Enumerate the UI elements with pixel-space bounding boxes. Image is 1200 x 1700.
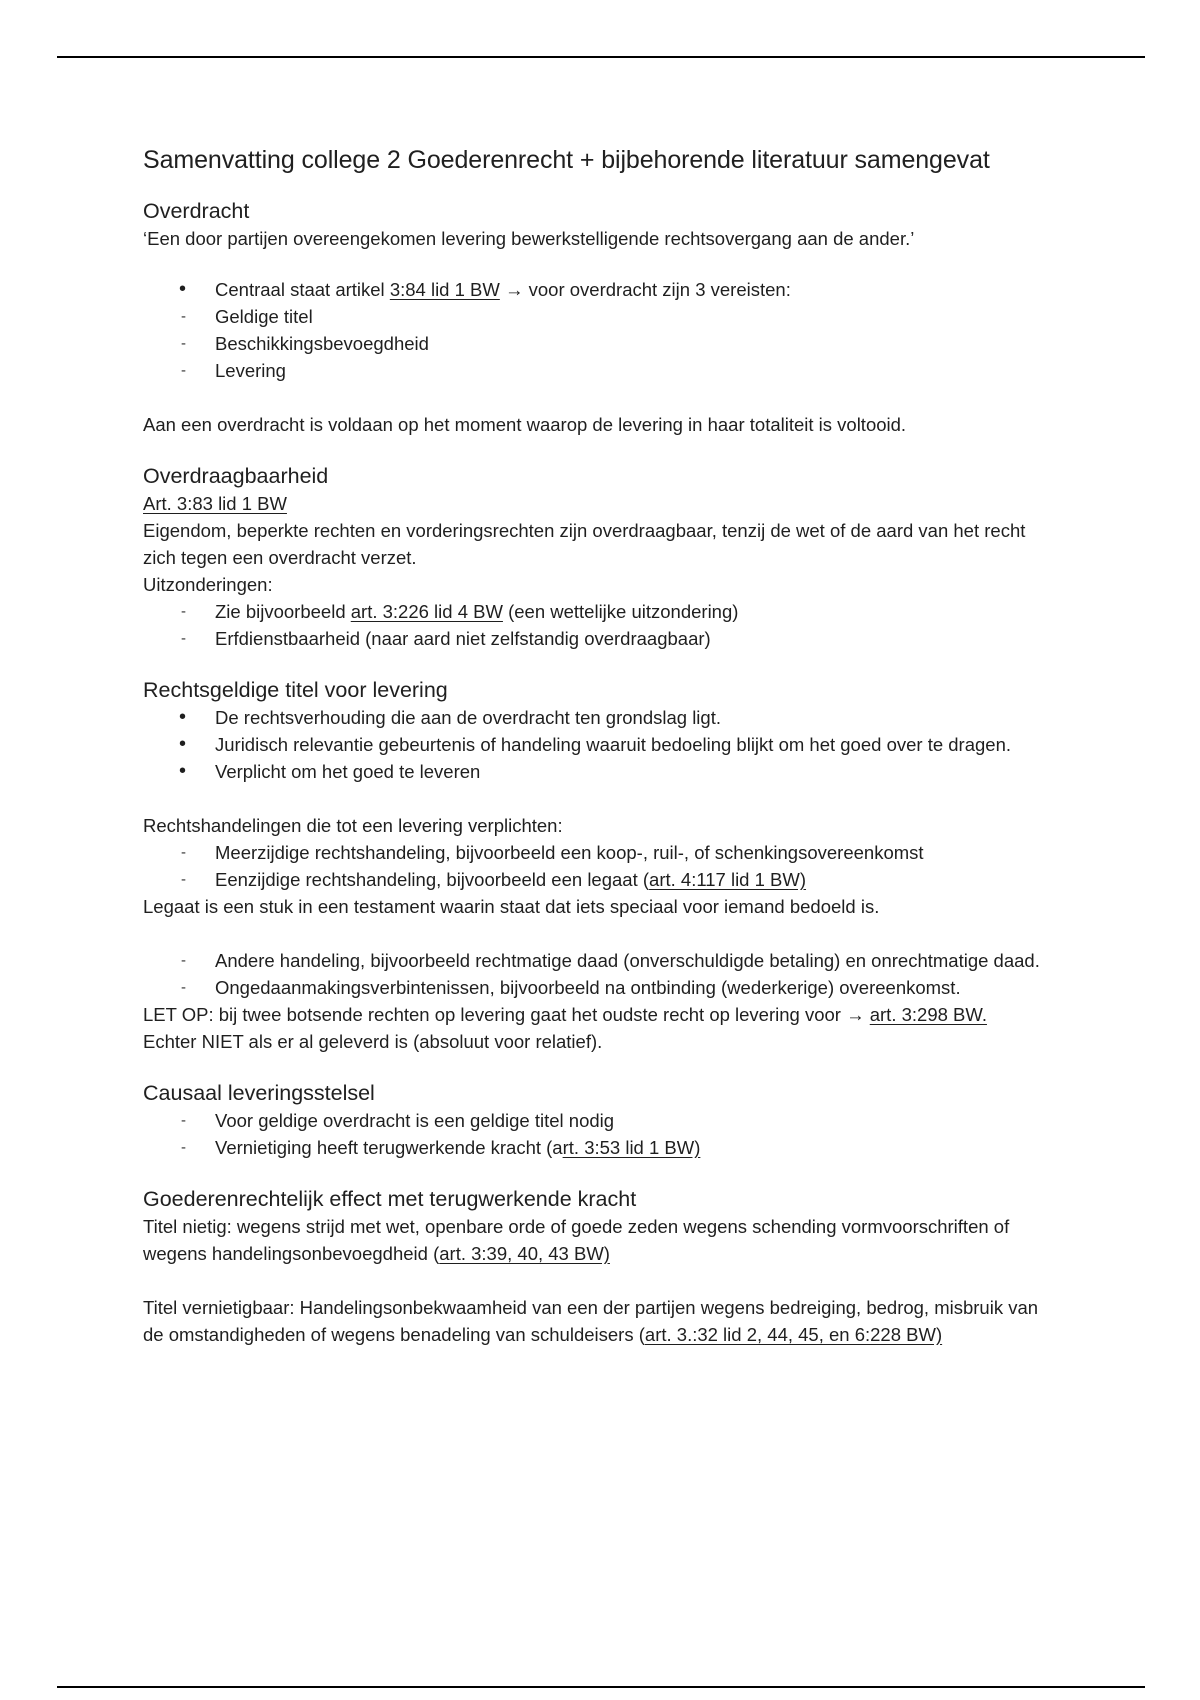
list-item: - Geldige titel (143, 303, 1043, 330)
paragraph: Titel nietig: wegens strijd met wet, openbare orde of goede zeden wegens schending vormvoorschriften of wegens handelingsonbevoegdheid (art. 3:39, 40, 43 BW) (143, 1216, 1010, 1264)
article-reference: art. 3:226 lid 4 BW (350, 601, 503, 622)
dash-marker: - (181, 979, 186, 996)
header-rule (57, 56, 1145, 58)
list-item: • Verplicht om het goed te leveren (143, 758, 1043, 785)
paragraph: Rechtshandelingen die tot een levering verplichten: (143, 815, 563, 836)
article-reference: Art. 3:83 lid 1 BW (143, 493, 287, 514)
paragraph: Eigendom, beperkte rechten en vorderingsrechten zijn overdraagbaar, tenzij de wet of de aard van het recht zich tegen een overdracht verzet. (143, 520, 1026, 568)
document-body (143, 143, 1043, 1348)
list-item: • Juridisch relevantie gebeurtenis of handeling waaruit bedoeling blijkt om het goed over te dragen. (143, 731, 1043, 758)
document-title: Samenvatting college 2 Goederenrecht + bijbehorende literatuur samengevat (143, 146, 990, 174)
list-item: • Centraal staat artikel 3:84 lid 1 BW → voor overdracht zijn 3 vereisten: (143, 276, 1043, 303)
dash-marker: - (181, 630, 186, 647)
list-item: - Levering (143, 357, 1043, 384)
paragraph: Titel vernietigbaar: Handelingsonbekwaamheid van een der partijen wegens bedreiging, bedrog, misbruik van de omstandigheden of wegens benadeling van schuldeisers (art. 3.:32 lid 2, 44, 45, en 6:228 BW) (143, 1297, 1039, 1345)
dash-marker: - (181, 362, 186, 379)
list-item: - Beschikkingsbevoegdheid (143, 330, 1043, 357)
list-item: • De rechtsverhouding die aan de overdracht ten grondslag ligt. (143, 704, 1043, 731)
dash-marker: - (181, 308, 186, 325)
heading-overdraagbaarheid: Overdraagbaarheid (143, 464, 329, 488)
heading-rechtsgeldige-titel: Rechtsgeldige titel voor levering (143, 678, 448, 702)
dash-marker: - (181, 844, 186, 861)
dash-marker: - (181, 1112, 186, 1129)
article-reference: art. 3:39, 40, 43 BW) (439, 1243, 610, 1264)
heading-overdracht: Overdracht (143, 199, 250, 223)
dash-marker: - (181, 335, 186, 352)
paragraph: LET OP: bij twee botsende rechten op levering gaat het oudste recht op levering voor → art. 3:298 BW. Echter NIET als er al geleverd is (absoluut voor relatief). (143, 1004, 987, 1052)
dash-marker: - (181, 952, 186, 969)
list-item: - Meerzijdige rechtshandeling, bijvoorbeeld een koop-, ruil-, of schenkingsovereenkomst (143, 839, 1043, 866)
dash-marker: - (181, 871, 186, 888)
list-item: - Zie bijvoorbeeld art. 3:226 lid 4 BW (een wettelijke uitzondering) (143, 598, 1043, 625)
paragraph: Uitzonderingen: (143, 574, 273, 595)
footer-rule (57, 1686, 1145, 1688)
definition-quote: ‘Een door partijen overeengekomen levering bewerkstelligende rechtsovergang aan de ander.’ (143, 228, 915, 249)
bullet-marker: • (179, 706, 187, 728)
list-item: - Ongedaanmakingsverbintenissen, bijvoorbeeld na ontbinding (wederkerige) overeenkomst. (143, 974, 1043, 1001)
list-item: - Erfdienstbaarheid (naar aard niet zelfstandig overdraagbaar) (143, 625, 1043, 652)
list-item: - Voor geldige overdracht is een geldige titel nodig (143, 1107, 1043, 1134)
article-reference: rt. 3:53 lid 1 BW) (562, 1137, 701, 1158)
article-reference: art. 3.:32 lid 2, 44, 45, en 6:228 BW) (644, 1324, 943, 1345)
heading-goederenrechtelijk-effect: Goederenrechtelijk effect met terugwerkende kracht (143, 1187, 637, 1211)
article-reference: art. 3:298 BW. (869, 1004, 987, 1025)
list-item: - Eenzijdige rechtshandeling, bijvoorbeeld een legaat (art. 4:117 lid 1 BW) (143, 866, 1043, 893)
dash-marker: - (181, 1139, 186, 1156)
list-item: - Vernietiging heeft terugwerkende kracht (art. 3:53 lid 1 BW) (143, 1134, 1043, 1161)
paragraph: Legaat is een stuk in een testament waarin staat dat iets speciaal voor iemand bedoeld is. (143, 896, 880, 917)
heading-causaal: Causaal leveringsstelsel (143, 1081, 375, 1105)
bullet-marker: • (179, 278, 187, 300)
article-reference: 3:84 lid 1 BW (389, 279, 500, 300)
paragraph: Aan een overdracht is voldaan op het moment waarop de levering in haar totaliteit is voltooid. (143, 414, 907, 435)
bullet-marker: • (179, 760, 187, 782)
list-item: - Andere handeling, bijvoorbeeld rechtmatige daad (onverschuldigde betaling) en onrechtmatige daad. (143, 947, 1043, 974)
bullet-marker: • (179, 733, 187, 755)
dash-marker: - (181, 603, 186, 620)
article-reference: art. 4:117 lid 1 BW) (649, 869, 807, 890)
